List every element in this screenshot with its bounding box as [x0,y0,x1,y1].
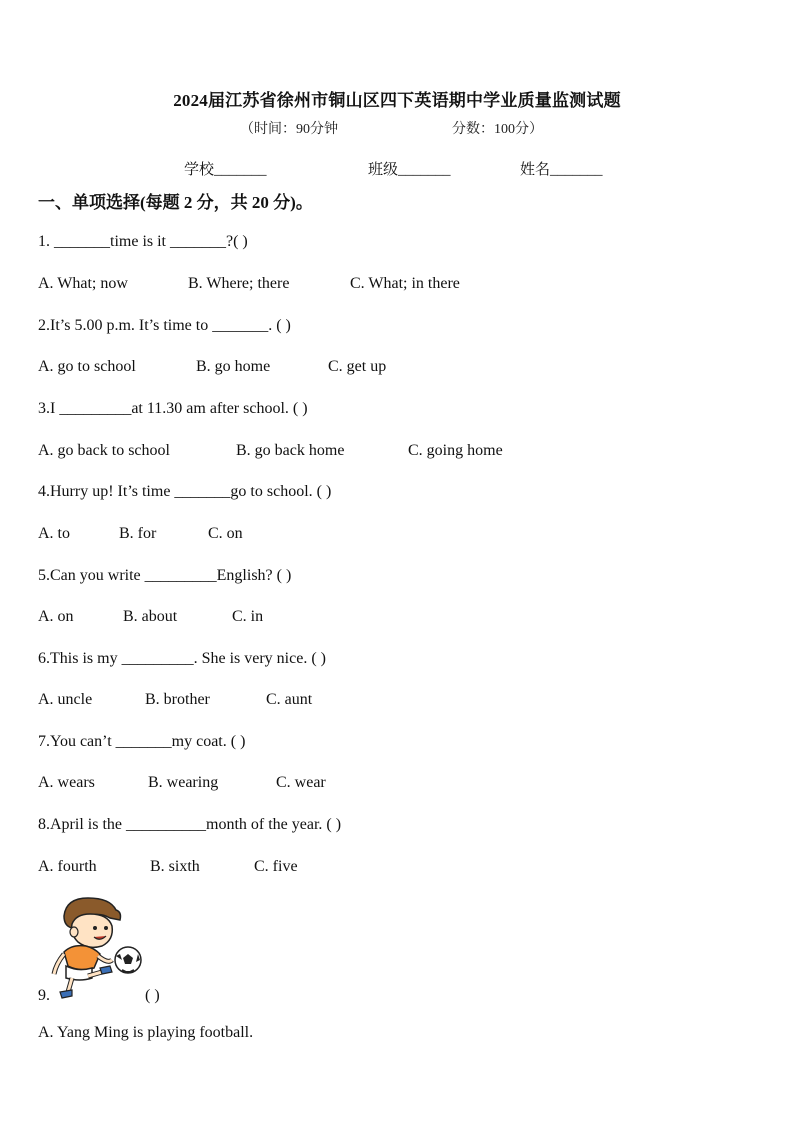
exam-score: 分数：100分） [452,122,543,137]
option-9a: A. Yang Ming is playing football. [38,1024,254,1041]
class-field[interactable]: 班级_______ [368,162,451,178]
option-2c: C. get up [328,358,387,375]
school-field[interactable]: 学校_______ [184,162,267,178]
option-5a: A. on [38,608,74,625]
option-1b: B. Where; there [188,275,290,292]
question-5: 5.Can you write _________English? ( ) [38,567,292,584]
question-8: 8.April is the __________month of the year. ( ) [38,816,342,833]
option-4a: A. to [38,525,70,542]
question-3: 3.I _________at 11.30 am after school. ( ) [38,400,308,417]
page-title: 2024届江苏省徐州市铜山区四下英语期中学业质量监测试题 [173,91,621,110]
option-2a: A. go to school [38,358,136,375]
question-9: 9. [38,987,50,1004]
option-8c: C. five [254,858,298,875]
question-7: 7.You can’t _______my coat. ( ) [38,733,246,750]
option-8b: B. sixth [150,858,200,875]
option-4b: B. for [119,525,157,542]
option-3a: A. go back to school [38,442,170,459]
question-2: 2.It’s 5.00 p.m. It’s time to _______. ( ) [38,317,291,334]
option-6a: A. uncle [38,691,93,708]
option-2b: B. go home [196,358,271,375]
option-3c: C. going home [408,442,503,459]
option-4c: C. on [208,525,243,542]
exam-time: （时间：90分钟 [240,122,338,137]
name-field[interactable]: 姓名_______ [520,162,603,178]
option-5c: C. in [232,608,264,625]
option-6b: B. brother [145,691,210,708]
boy-playing-football-picture [50,894,146,1002]
option-1a: A. What; now [38,275,128,292]
section-heading: 一、单项选择(每题 2 分，共 20 分)。 [38,193,313,212]
option-7a: A. wears [38,774,95,791]
option-8a: A. fourth [38,858,97,875]
option-6c: C. aunt [266,691,313,708]
option-3b: B. go back home [236,442,345,459]
question-1: 1. _______time is it _______?( ) [38,233,248,250]
option-5b: B. about [123,608,178,625]
option-7b: B. wearing [148,774,219,791]
option-7c: C. wear [276,774,326,791]
question-4: 4.Hurry up! It’s time _______go to school. ( ) [38,483,332,500]
option-1c: C. What; in there [350,275,460,292]
question-9-answer-paren: ( ) [145,987,160,1004]
question-6: 6.This is my _________. She is very nice. ( ) [38,650,326,667]
